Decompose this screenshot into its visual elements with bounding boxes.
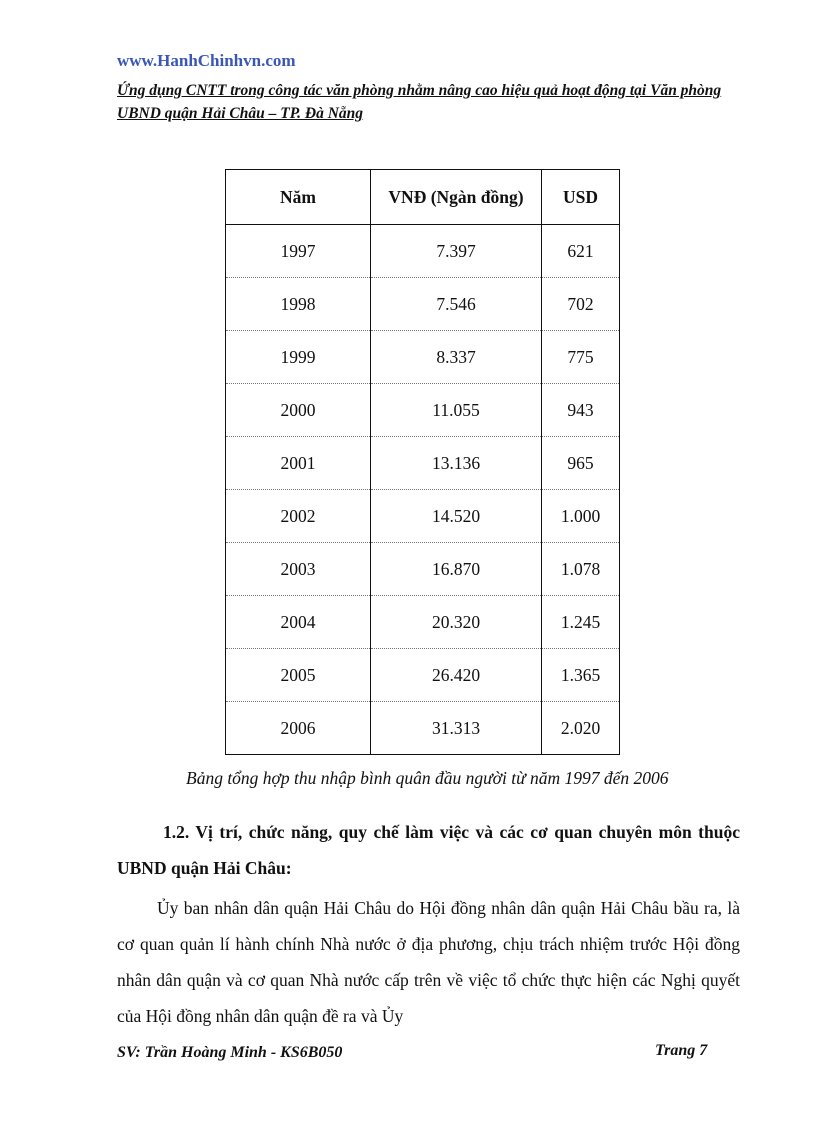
cell-year: 1999 [226, 331, 371, 384]
table-row [226, 278, 620, 331]
footer-page-number: Trang 7 [655, 1042, 708, 1059]
table-row [226, 490, 620, 543]
cell-usd: 1.000 [542, 490, 620, 543]
cell-vnd: 26.420 [371, 649, 542, 702]
cell-vnd: 7.546 [371, 278, 542, 331]
cell-vnd: 8.337 [371, 331, 542, 384]
table-row [226, 225, 620, 278]
body-paragraph: Ủy ban nhân dân quận Hải Châu do Hội đồng nhân dân quận Hải Châu bầu ra, là cơ quan quản lí hành chính Nhà nước ở địa phương, chịu trách nhiệm trước Hội đồng nhân dân quận và cơ quan Nhà nước cấp trên về việc tổ chức thực hiện các Nghị quyết của Hội đồng nhân dân quận đề ra và Ủy [117, 898, 740, 1026]
table-row [226, 437, 620, 490]
document-title: Ứng dụng CNTT trong công tác văn phòng nhằm nâng cao hiệu quả hoạt động tại Văn phòng UBND quận Hải Châu – TP. Đà Nẵng [117, 82, 722, 122]
cell-year: 2000 [226, 384, 371, 437]
table-row [226, 649, 620, 702]
cell-usd: 1.365 [542, 649, 620, 702]
table-row [226, 331, 620, 384]
cell-vnd: 13.136 [371, 437, 542, 490]
cell-usd: 965 [542, 437, 620, 490]
cell-year: 2002 [226, 490, 371, 543]
cell-vnd: 14.520 [371, 490, 542, 543]
cell-year: 2004 [226, 596, 371, 649]
table-row [226, 543, 620, 596]
column-header-vnd: VNĐ (Ngàn đồng) [371, 170, 542, 225]
cell-usd: 2.020 [542, 702, 620, 755]
cell-usd: 1.078 [542, 543, 620, 596]
table-row [226, 702, 620, 755]
cell-vnd: 16.870 [371, 543, 542, 596]
footer-author: SV: Trần Hoàng Minh - KS6B050 [117, 1044, 343, 1061]
cell-vnd: 7.397 [371, 225, 542, 278]
table-row [226, 596, 620, 649]
cell-year: 2005 [226, 649, 371, 702]
cell-vnd: 11.055 [371, 384, 542, 437]
cell-vnd: 31.313 [371, 702, 542, 755]
cell-usd: 621 [542, 225, 620, 278]
table-header-row [226, 170, 620, 225]
site-url: www.HanhChinhvn.com [117, 51, 296, 70]
cell-usd: 1.245 [542, 596, 620, 649]
cell-usd: 943 [542, 384, 620, 437]
cell-year: 1997 [226, 225, 371, 278]
cell-vnd: 20.320 [371, 596, 542, 649]
table-caption: Bảng tổng hợp thu nhập bình quân đầu người từ năm 1997 đến 2006 [186, 768, 669, 788]
cell-year: 2006 [226, 702, 371, 755]
cell-year: 2001 [226, 437, 371, 490]
column-header-year: Năm [226, 170, 371, 225]
cell-year: 1998 [226, 278, 371, 331]
section-heading: 1.2. Vị trí, chức năng, quy chế làm việc và các cơ quan chuyên môn thuộc UBND quận Hải Châu: [117, 822, 740, 878]
table-row [226, 384, 620, 437]
cell-usd: 775 [542, 331, 620, 384]
income-table [225, 169, 620, 755]
cell-year: 2003 [226, 543, 371, 596]
cell-usd: 702 [542, 278, 620, 331]
column-header-usd: USD [542, 170, 620, 225]
